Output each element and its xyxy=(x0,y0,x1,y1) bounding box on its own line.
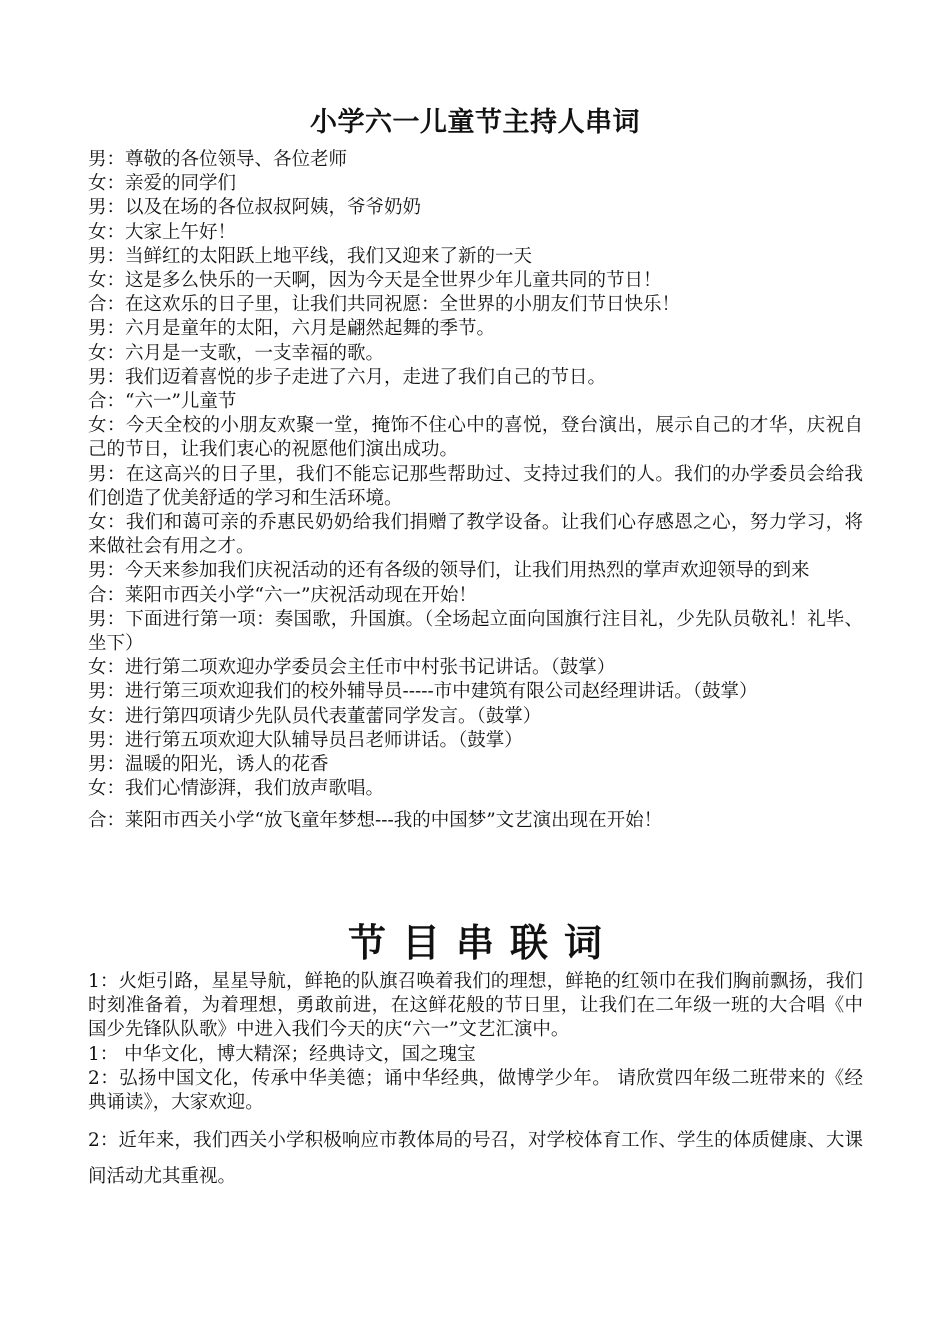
script-line: 合：“六一”儿童节 xyxy=(88,391,237,413)
script-paragraph: 男：今天来参加我们庆祝活动的还有各级的领导们，让我们用热烈的掌声欢迎领导的到来 xyxy=(88,560,810,582)
script-paragraph: 男：在这高兴的日子里，我们不能忘记那些帮助过、支持过我们的人。我们的办学委员会给我们创造了优美舒适的学习和生活环境。 xyxy=(88,463,863,509)
host-script xyxy=(88,148,863,834)
script-line: 女：进行第四项请少先队员代表董蕾同学发言。（鼓掌） xyxy=(88,705,542,727)
script-line: 合：莱阳市西关小学“放飞童年梦想---我的中国梦”文艺演出现在开始！ xyxy=(88,810,663,832)
script-line: 合：莱阳市西关小学“六一”庆祝活动现在开始！ xyxy=(88,584,477,606)
script-line: 男：当鲜红的太阳跃上地平线，我们又迎来了新的一天 xyxy=(88,245,533,267)
script-line: 女：大家上午好！ xyxy=(88,221,237,243)
script-paragraph: 男：下面进行第一项：奏国歌，升国旗。（全场起立面向国旗行注目礼，少先队员敬礼！礼毕、坐下） xyxy=(88,608,863,655)
script-paragraph: 男：进行第三项欢迎我们的校外辅导员-----市中建筑有限公司赵经理讲话。（鼓掌） xyxy=(88,681,758,703)
program-paragraph: 1：火炬引路，星星导航，鲜艳的队旗召唤着我们的理想，鲜艳的红领巾在我们胸前飘扬，我们时刻准备着，为着理想，勇敢前进，在这鲜花般的节日里，让我们在二年级一班的大合唱《中国少先锋队队歌》中进入我们今天的庆“六一”文艺汇演中。 xyxy=(88,971,863,1041)
script-line: 男：六月是童年的太阳，六月是翩然起舞的季节。 xyxy=(88,318,496,340)
script-line: 男：我们迈着喜悦的步子走进了六月，走进了我们自己的节日。 xyxy=(88,366,607,388)
script-line: 男：尊敬的各位领导、各位老师 xyxy=(88,149,348,170)
program-links xyxy=(88,970,863,1195)
program-paragraph: 2：近年来，我们西关小学积极响应市教体局的号召，对学校体育工作、学生的体质健康、大课间活动尤其重视。 xyxy=(88,1130,863,1188)
script-paragraph: 女：我们和蔼可亲的乔惠民奶奶给我们捐赠了教学设备。让我们心存感恩之心，努力学习，将来做社会有用之才。 xyxy=(88,512,863,558)
script-line: 女：亲爱的同学们 xyxy=(88,173,237,195)
script-line: 男：以及在场的各位叔叔阿姨，爷爷奶奶 xyxy=(88,197,422,219)
script-line: 男：温暖的阳光，诱人的花香 xyxy=(88,754,329,776)
program-line: 1： 中华文化，博大精深；经典诗文，国之瑰宝 xyxy=(88,1043,476,1065)
script-line: 合：在这欢乐的日子里，让我们共同祝愿：全世界的小朋友们节日快乐！ xyxy=(88,294,681,316)
script-line: 女：六月是一支歌，一支幸福的歌。 xyxy=(88,342,385,364)
script-line: 女：这是多么快乐的一天啊，因为今天是全世界少年儿童共同的节日！ xyxy=(88,270,662,292)
document-title: 小学六一儿童节主持人串词 xyxy=(310,107,640,138)
script-line: 女：我们心情澎湃，我们放声歌唱。 xyxy=(88,778,385,800)
script-paragraph: 女：今天全校的小朋友欢聚一堂，掩饰不住心中的喜悦，登台演出，展示自己的才华，庆祝自己的节日，让我们衷心的祝愿他们演出成功。 xyxy=(88,415,863,461)
script-line: 男：进行第五项欢迎大队辅导员吕老师讲话。（鼓掌） xyxy=(88,729,523,751)
section-title: 节目串联词 xyxy=(347,920,618,965)
script-line: 女：进行第二项欢迎办学委员会主任市中村张书记讲话。（鼓掌） xyxy=(88,657,616,679)
program-paragraph: 2：弘扬中国文化，传承中华美德；诵中华经典，做博学少年。 请欣赏四年级二班带来的《经典诵读》，大家欢迎。 xyxy=(88,1067,863,1114)
